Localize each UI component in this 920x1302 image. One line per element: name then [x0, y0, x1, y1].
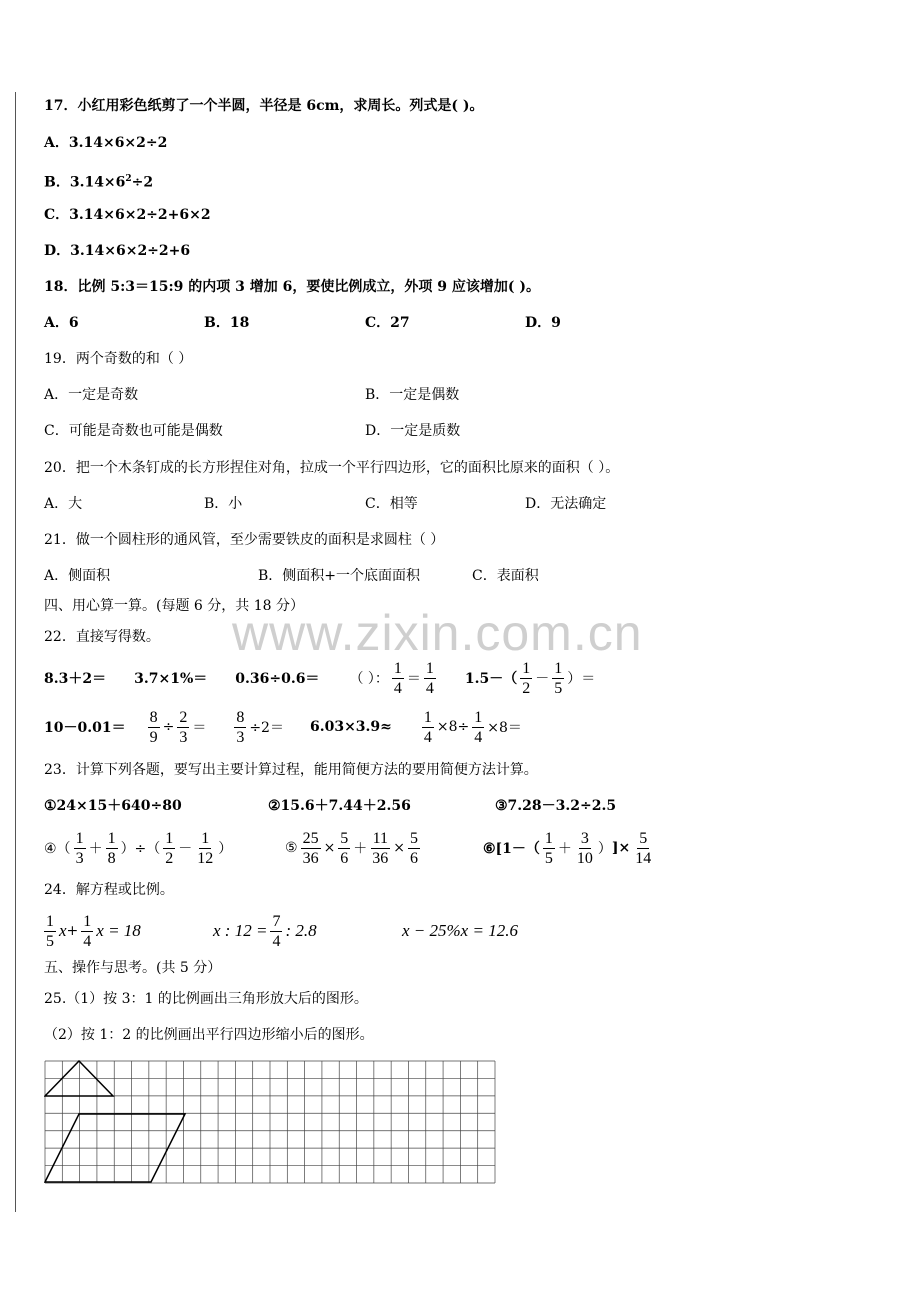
q23-expr-3: ③7.28－3.2÷2.5 [495, 798, 617, 814]
fraction: $\frac{5}{6}$ [410, 829, 419, 867]
q19-option-b: B．一定是偶数 [365, 387, 460, 403]
fraction: $\frac{1}{5}$ [544, 829, 553, 867]
q19-stem: 19．两个奇数的和（ ） [44, 351, 193, 367]
q22-item-2: 3.7×1%＝ [134, 671, 208, 687]
fraction: $\frac{1}{4}$ [423, 708, 432, 746]
fraction: $\frac{1}{4}$ [393, 659, 402, 697]
q21-stem: 21．做一个圆柱形的通风管，至少需要铁皮的面积是求圆柱（ ） [44, 532, 445, 548]
q21-option-c: C．表面积 [472, 568, 539, 584]
fraction: $\frac{11}{36}$ [372, 829, 389, 867]
q23-expr-4: ④（ $\frac{1}{3}$ ＋ $\frac{1}{8}$ ）÷（ $\frac{1}{2}$ － $\frac{1}{12}$ ） [44, 829, 233, 867]
q17-option-b: B．$3.14\times 6^2\div 2$ [44, 174, 154, 191]
q17-stem: 17．小红用彩色纸剪了一个半圆，半径是 6cm，求周长。列式是( )。 [44, 98, 484, 114]
watermark: www.zixin.com.cn [232, 605, 643, 661]
fraction: $\frac{1}{2}$ [165, 829, 174, 867]
q25-part-1: 25.（1）按 3：1 的比例画出三角形放大后的图形。 [44, 991, 368, 1007]
q22-item-9: 6.03×3.9≈ [309, 719, 392, 735]
fraction: $\frac{2}{3}$ [179, 708, 188, 746]
fraction: $\frac{25}{36}$ [302, 829, 319, 867]
fraction: $\frac{1}{4}$ [425, 659, 434, 697]
q22-item-6: 10－0.01＝ [44, 720, 126, 736]
q17-option-a: A．3.14×6×2÷2 [44, 135, 168, 151]
q17-option-c: C．3.14×6×2÷2+6×2 [44, 207, 211, 223]
q20-stem: 20．把一个木条钉成的长方形捏住对角，拉成一个平行四边形，它的面积比原来的面积（ ）。 [44, 460, 620, 476]
q18-stem: 18．比例 5:3＝15:9 的内项 3 增加 6，要使比例成立，外项 9 应该增加( )。 [44, 279, 540, 295]
fraction: $\frac{8}{9}$ [149, 708, 158, 746]
q18-option-c: C．27 [365, 315, 410, 331]
section-5-heading: 五、操作与思考。(共 5 分） [44, 960, 222, 976]
section-4-heading: 四、用心算一算。(每题 6 分，共 18 分） [44, 598, 304, 614]
q22-stem: 22．直接写得数。 [44, 629, 160, 645]
q24-equation-2: x : 12 = $\frac{7}{4}$ : 2.8 [213, 912, 317, 950]
q23-expr-5: ⑤ $\frac{25}{36}$ × $\frac{5}{6}$ ＋ $\frac{11}{36}$ × $\frac{5}{6}$ [285, 829, 419, 867]
fraction: $\frac{7}{4}$ [272, 912, 281, 950]
q22-item-1: 8.3＋2＝ [44, 671, 107, 687]
q20-option-a: A．大 [44, 496, 83, 512]
q18-option-b: B．18 [204, 315, 250, 331]
q24-stem: 24．解方程或比例。 [44, 882, 174, 898]
fraction: $\frac{1}{5}$ [554, 659, 563, 697]
fraction: $\frac{3}{10}$ [576, 829, 593, 867]
q18-option-d: D．9 [525, 315, 561, 331]
q23-expr-1: ①24×15＋640÷80 [44, 798, 182, 814]
q19-option-c: C．可能是奇数也可能是偶数 [44, 423, 223, 439]
drawing-grid [44, 1060, 496, 1184]
q24-equation-1: $\frac{1}{5}$ x + $\frac{1}{4}$ x = 18 [46, 912, 141, 950]
fraction: $\frac{5}{14}$ [635, 829, 652, 867]
fraction: $\frac{8}{3}$ [236, 708, 245, 746]
fraction: $\frac{1}{4}$ [83, 912, 92, 950]
q20-option-d: D．无法确定 [525, 496, 607, 512]
q19-option-d: D．一定是质数 [365, 423, 461, 439]
q19-option-a: A．一定是奇数 [44, 387, 139, 403]
q22-item-5: 1.5－（ [464, 671, 518, 687]
q18-option-a: A．6 [44, 315, 79, 331]
fraction: $\frac{1}{4}$ [474, 708, 483, 746]
q23-expr-6: ⑥[1－（ $\frac{1}{5}$ ＋ $\frac{3}{10}$ ） ]× $\frac{5}{14}$ [483, 829, 652, 867]
q22-item-4-blank: （ ）： [349, 671, 389, 687]
fraction: $\frac{1}{12}$ [197, 829, 214, 867]
fraction: $\frac{5}{6}$ [340, 829, 349, 867]
left-margin-line [15, 92, 16, 1212]
q21-option-a: A．侧面积 [44, 568, 111, 584]
q23-expr-2: ②15.6＋7.44＋2.56 [268, 798, 411, 814]
fraction: $\frac{1}{8}$ [107, 829, 116, 867]
fraction: $\frac{1}{5}$ [46, 912, 54, 950]
q24-equation-3: x − 25%x = 12.6 [402, 921, 518, 940]
q20-option-b: B．小 [204, 496, 243, 512]
q21-option-b: B．侧面积+一个底面面积 [258, 568, 421, 584]
fraction: $\frac{1}{3}$ [75, 829, 84, 867]
q23-stem: 23．计算下列各题，要写出主要计算过程，能用简便方法的要用简便方法计算。 [44, 762, 538, 778]
q22-row-2: 10－0.01＝ $\frac{8}{9}$ ÷ $\frac{2}{3}$ ＝ $\frac{8}{3}$ ÷2＝ 6.03×3.9≈ $\frac{1}{4}$ ×8÷ $\frac{1}{4}$ ×8＝ [44, 708, 522, 746]
q25-part-2: （2）按 1：2 的比例画出平行四边形缩小后的图形。 [44, 1027, 374, 1043]
q20-option-c: C．相等 [365, 496, 418, 512]
fraction: $\frac{1}{2}$ [522, 659, 531, 697]
q22-row-1: 8.3＋2＝ 3.7×1%＝ 0.36÷0.6＝ （ ）： $\frac{1}{4}$ ＝ $\frac{1}{4}$ 1.5－（ $\frac{1}{2}$ － $\frac{1}{5}$ ）＝ [44, 659, 596, 697]
q22-item-3: 0.36÷0.6＝ [235, 671, 320, 687]
q17-option-d: D．3.14×6×2÷2+6 [44, 243, 191, 259]
